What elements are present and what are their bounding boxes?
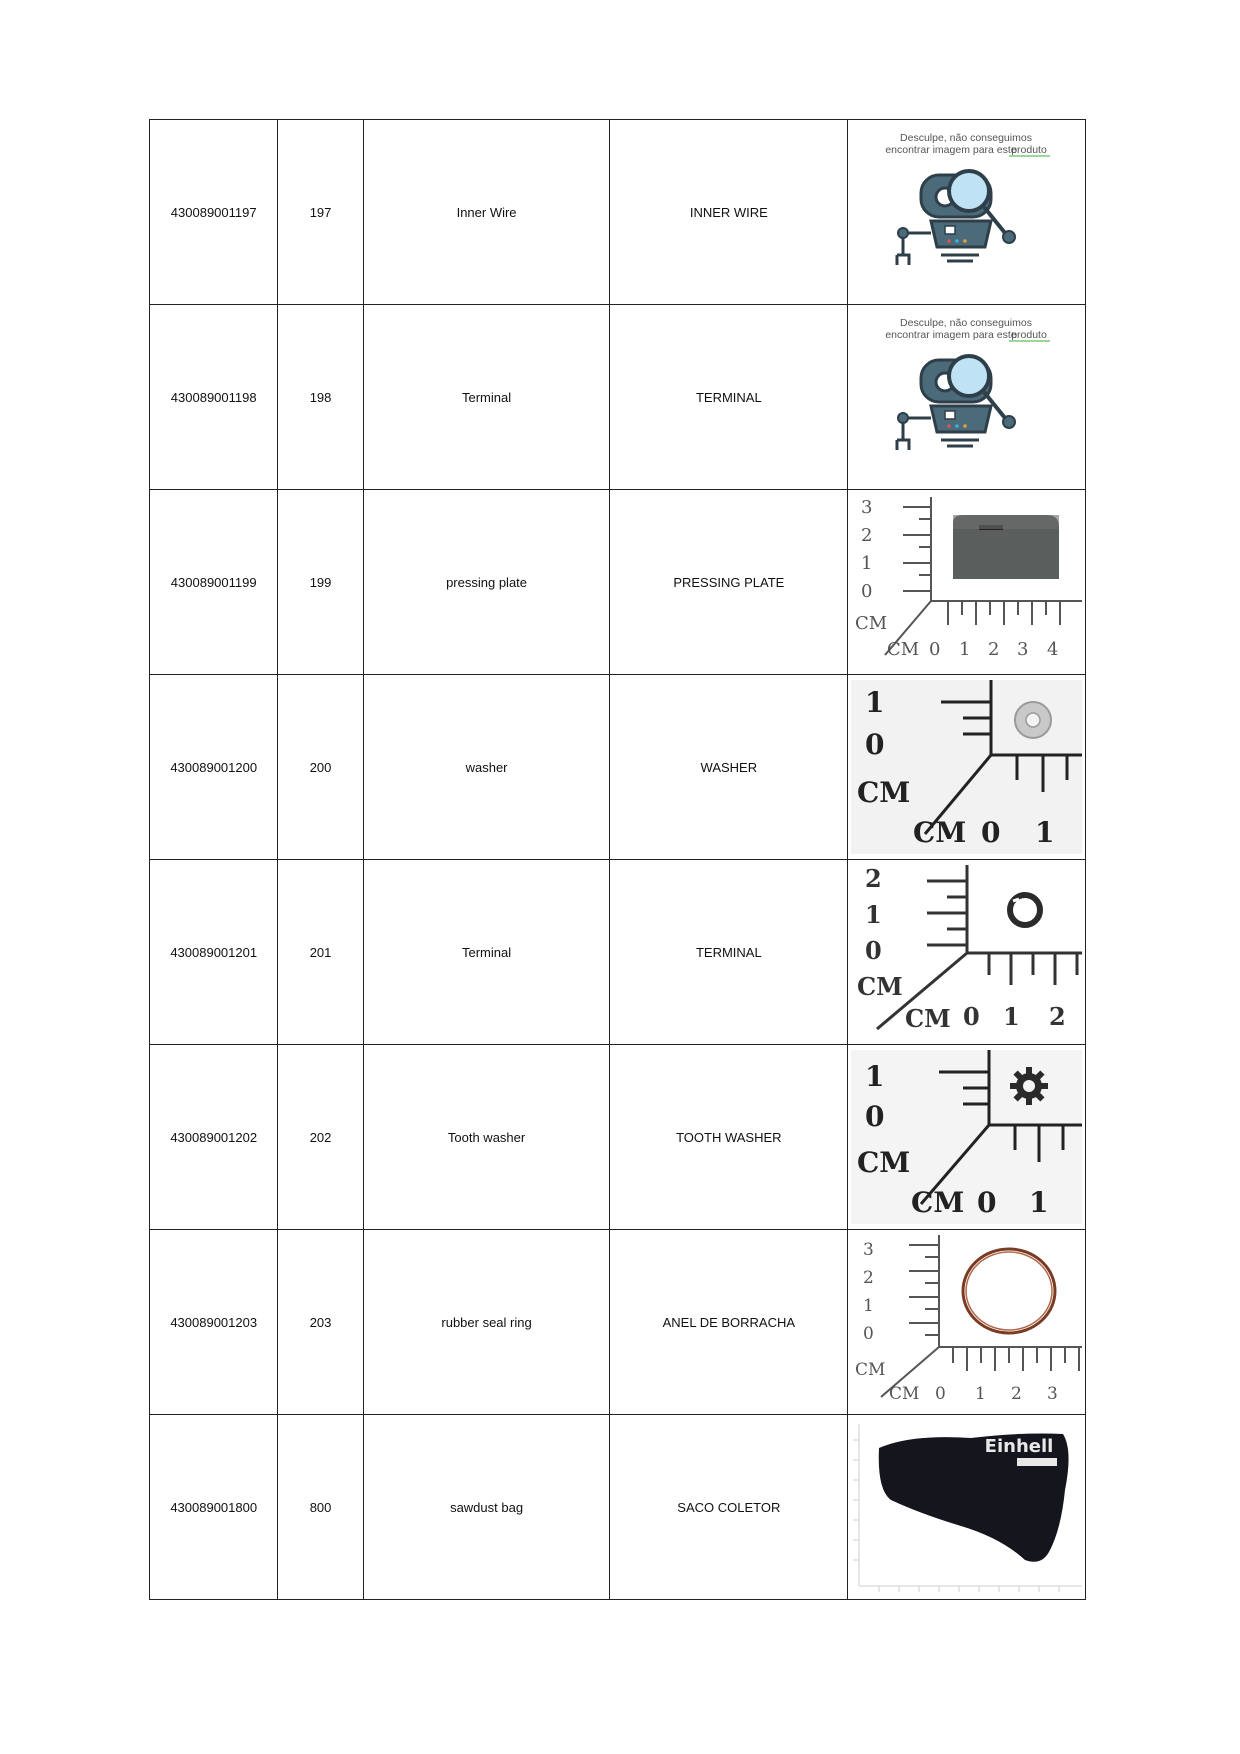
part-photo-tooth-washer xyxy=(851,1050,1082,1224)
scale-label-h: 0 xyxy=(963,1002,980,1031)
scale-label-cm: CM xyxy=(913,816,967,849)
scale-label-cm: CM xyxy=(887,639,920,660)
table-row xyxy=(150,120,1086,305)
robot-icon xyxy=(897,356,1015,450)
scale-label-v: 1 xyxy=(865,686,885,719)
scale-label-v: 1 xyxy=(863,1296,874,1316)
placeholder-line2-link: produto xyxy=(1011,144,1047,156)
part-number: 202 xyxy=(278,1045,363,1230)
scale-label-v: 1 xyxy=(865,900,882,929)
part-name-en: rubber seal ring xyxy=(363,1230,610,1415)
scale-label-v: 0 xyxy=(863,1324,874,1344)
scale-label-cm: CM xyxy=(857,776,911,809)
scale-label-cm: CM xyxy=(857,1146,911,1179)
part-name-pt: INNER WIRE xyxy=(610,120,848,305)
part-number: 203 xyxy=(278,1230,363,1415)
part-code: 430089001201 xyxy=(150,860,278,1045)
scale-label-h: 0 xyxy=(981,816,1001,849)
washer-icon xyxy=(1015,702,1051,738)
part-photo-seal-ring xyxy=(851,1235,1082,1409)
part-name-en: Inner Wire xyxy=(363,120,610,305)
table-row xyxy=(150,860,1086,1045)
scale-label-v: 3 xyxy=(863,1240,874,1260)
part-image-cell xyxy=(848,1045,1086,1230)
table-row xyxy=(150,1415,1086,1600)
table-row xyxy=(150,675,1086,860)
scale-label-v: 1 xyxy=(865,1060,885,1093)
part-image-cell xyxy=(848,675,1086,860)
part-photo-washer xyxy=(851,680,1082,854)
scale-label-h: 0 xyxy=(929,639,941,660)
part-name-en: Tooth washer xyxy=(363,1045,610,1230)
placeholder-line2: encontrar imagem para este xyxy=(885,329,1017,341)
no-image-placeholder xyxy=(851,125,1082,299)
part-code: 430089001197 xyxy=(150,120,278,305)
part-code: 430089001200 xyxy=(150,675,278,860)
scale-label-h: 1 xyxy=(1003,1002,1020,1031)
part-number: 197 xyxy=(278,120,363,305)
part-number: 201 xyxy=(278,860,363,1045)
part-photo-pressing-plate xyxy=(851,495,1082,669)
part-code: 430089001203 xyxy=(150,1230,278,1415)
part-image-cell xyxy=(848,860,1086,1045)
scale-label-cm: CM xyxy=(911,1186,965,1219)
scale-label-cm: CM xyxy=(889,1384,920,1404)
part-number: 198 xyxy=(278,305,363,490)
scale-label-v: 0 xyxy=(865,1100,885,1133)
part-image-cell xyxy=(848,120,1086,305)
part-code: 430089001198 xyxy=(150,305,278,490)
part-code: 430089001199 xyxy=(150,490,278,675)
scale-label-cm: CM xyxy=(855,613,888,634)
part-name-pt: ANEL DE BORRACHA xyxy=(610,1230,848,1415)
part-number: 200 xyxy=(278,675,363,860)
scale-label-v: 0 xyxy=(861,581,873,602)
part-number: 199 xyxy=(278,490,363,675)
scale-label-v: 2 xyxy=(865,865,882,893)
scale-label-h: 0 xyxy=(977,1186,997,1219)
scale-label-v: 1 xyxy=(861,553,873,574)
scale-label-h: 2 xyxy=(1011,1384,1022,1404)
robot-icon xyxy=(897,171,1015,265)
scale-label-h: 3 xyxy=(1047,1384,1058,1404)
part-name-en: Terminal xyxy=(363,860,610,1045)
part-name-pt: TOOTH WASHER xyxy=(610,1045,848,1230)
scale-label-h: 1 xyxy=(959,639,971,660)
part-name-en: Terminal xyxy=(363,305,610,490)
pressing-plate-icon xyxy=(953,515,1059,579)
scale-label-h: 0 xyxy=(935,1384,946,1404)
part-name-en: pressing plate xyxy=(363,490,610,675)
part-code: 430089001202 xyxy=(150,1045,278,1230)
scale-label-cm: CM xyxy=(905,1004,951,1033)
part-name-en: washer xyxy=(363,675,610,860)
part-name-pt: SACO COLETOR xyxy=(610,1415,848,1600)
table-row xyxy=(150,1230,1086,1415)
part-name-pt: WASHER xyxy=(610,675,848,860)
placeholder-line1: Desculpe, não conseguimos xyxy=(900,317,1033,329)
table-row xyxy=(150,490,1086,675)
part-number: 800 xyxy=(278,1415,363,1600)
scale-label-cm: CM xyxy=(855,1360,886,1380)
scale-label-v: 3 xyxy=(861,497,873,518)
part-image-cell xyxy=(848,1415,1086,1600)
scale-label-v: 0 xyxy=(865,728,885,761)
parts-table xyxy=(149,119,1086,1600)
scale-label-h: 1 xyxy=(1029,1186,1049,1219)
scale-label-v: 2 xyxy=(861,525,873,546)
placeholder-line2-link: produto xyxy=(1011,329,1047,341)
part-name-pt: TERMINAL xyxy=(610,305,848,490)
table-row xyxy=(150,305,1086,490)
scale-label-h: 1 xyxy=(975,1384,986,1404)
scale-label-h: 2 xyxy=(988,639,1000,660)
scale-label-v: 0 xyxy=(865,936,882,965)
placeholder-line2: encontrar imagem para este xyxy=(885,144,1017,156)
part-photo-ring xyxy=(851,865,1082,1039)
scale-label-h: 1 xyxy=(1035,816,1055,849)
brand-logo: Einhell xyxy=(984,1436,1054,1457)
scale-label-h: 3 xyxy=(1017,639,1029,660)
placeholder-line1: Desculpe, não conseguimos xyxy=(900,132,1033,144)
scale-label-h: 4 xyxy=(1047,639,1059,660)
part-photo-sawdust-bag xyxy=(851,1420,1082,1594)
no-image-placeholder xyxy=(851,310,1082,484)
scale-label-cm: CM xyxy=(857,972,903,1001)
part-name-pt: PRESSING PLATE xyxy=(610,490,848,675)
tooth-washer-icon xyxy=(1010,1067,1048,1105)
scale-label-v: 2 xyxy=(863,1268,874,1288)
part-image-cell xyxy=(848,490,1086,675)
part-code: 430089001800 xyxy=(150,1415,278,1600)
scale-label-h: 2 xyxy=(1049,1002,1066,1031)
part-name-pt: TERMINAL xyxy=(610,860,848,1045)
part-image-cell xyxy=(848,1230,1086,1415)
part-image-cell xyxy=(848,305,1086,490)
table-row xyxy=(150,1045,1086,1230)
part-name-en: sawdust bag xyxy=(363,1415,610,1600)
